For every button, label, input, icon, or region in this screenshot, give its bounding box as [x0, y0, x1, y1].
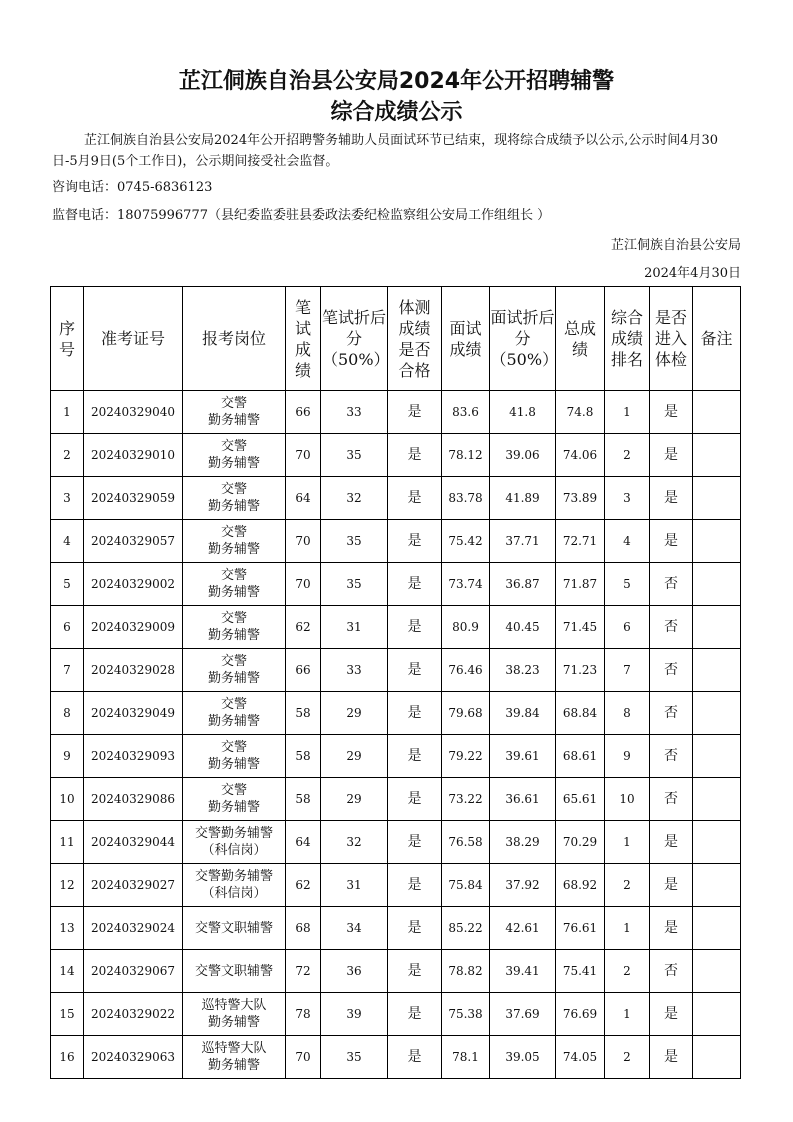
- cell-fitness: 是: [388, 1036, 442, 1079]
- cell-note: [693, 993, 741, 1036]
- cell-physical-exam: 否: [650, 692, 693, 735]
- cell-exam-id: 20240329027: [84, 864, 183, 907]
- position-line: 交警: [220, 396, 247, 411]
- position-line: 交警: [220, 740, 247, 755]
- col-header-written: 笔试成绩: [286, 287, 321, 391]
- table-header-row: [51, 287, 741, 391]
- cell-interview: 78.12: [442, 434, 490, 477]
- cell-written-weighted: 29: [321, 735, 388, 778]
- cell-written: 58: [286, 778, 321, 821]
- cell-exam-id: 20240329028: [84, 649, 183, 692]
- cell-total: 68.84: [556, 692, 605, 735]
- cell-written-weighted: 31: [321, 606, 388, 649]
- position-line: 交警: [220, 439, 247, 454]
- cell-written: 66: [286, 649, 321, 692]
- cell-position: [183, 606, 286, 649]
- cell-fitness: 是: [388, 864, 442, 907]
- cell-no: 5: [51, 563, 84, 606]
- cell-total: 76.69: [556, 993, 605, 1036]
- cell-written-weighted: 33: [321, 649, 388, 692]
- cell-interview: 75.84: [442, 864, 490, 907]
- cell-no: 16: [51, 1036, 84, 1079]
- cell-no: 3: [51, 477, 84, 520]
- cell-no: 4: [51, 520, 84, 563]
- cell-note: [693, 1036, 741, 1079]
- cell-written-weighted: 36: [321, 950, 388, 993]
- cell-exam-id: 20240329022: [84, 993, 183, 1036]
- col-header-note: 备注: [693, 287, 741, 391]
- cell-no: 11: [51, 821, 84, 864]
- position-line: 交警文职辅警: [194, 963, 273, 979]
- cell-physical-exam: 否: [650, 649, 693, 692]
- results-table: [50, 286, 741, 1079]
- cell-position: [183, 649, 286, 692]
- position-line: 勤务辅警: [207, 757, 260, 772]
- cell-total: 72.71: [556, 520, 605, 563]
- cell-interview: 83.78: [442, 477, 490, 520]
- cell-fitness: 是: [388, 434, 442, 477]
- cell-total: 74.06: [556, 434, 605, 477]
- cell-rank: 10: [605, 778, 650, 821]
- cell-written: 58: [286, 692, 321, 735]
- table-row: [51, 907, 741, 950]
- position-line: 交警勤务辅警: [194, 826, 273, 841]
- cell-rank: 6: [605, 606, 650, 649]
- position-line: 交警: [220, 525, 247, 540]
- cell-rank: 2: [605, 950, 650, 993]
- cell-exam-id: 20240329093: [84, 735, 183, 778]
- cell-written: 64: [286, 477, 321, 520]
- cell-rank: 5: [605, 563, 650, 606]
- cell-exam-id: 20240329057: [84, 520, 183, 563]
- cell-no: 1: [51, 391, 84, 434]
- cell-interview: 85.22: [442, 907, 490, 950]
- cell-no: 15: [51, 993, 84, 1036]
- cell-fitness: 是: [388, 477, 442, 520]
- cell-physical-exam: 否: [650, 563, 693, 606]
- position-line: 勤务辅警: [207, 1058, 260, 1073]
- table-row: [51, 477, 741, 520]
- cell-written-weighted: 29: [321, 778, 388, 821]
- position-line: 交警: [220, 482, 247, 497]
- cell-exam-id: 20240329010: [84, 434, 183, 477]
- cell-position: [183, 563, 286, 606]
- cell-total: 71.87: [556, 563, 605, 606]
- col-header-no: 序号: [51, 287, 84, 391]
- cell-rank: 2: [605, 864, 650, 907]
- cell-position: [183, 993, 286, 1036]
- position-line: 勤务辅警: [207, 671, 260, 686]
- position-line: 勤务辅警: [207, 456, 260, 471]
- cell-written-weighted: 31: [321, 864, 388, 907]
- table-row: [51, 993, 741, 1036]
- cell-rank: 4: [605, 520, 650, 563]
- cell-written: 58: [286, 735, 321, 778]
- cell-written-weighted: 35: [321, 563, 388, 606]
- cell-written: 68: [286, 907, 321, 950]
- cell-fitness: 是: [388, 821, 442, 864]
- cell-fitness: 是: [388, 520, 442, 563]
- cell-interview-weighted: 38.23: [490, 649, 556, 692]
- cell-no: 2: [51, 434, 84, 477]
- table-row: [51, 950, 741, 993]
- cell-note: [693, 477, 741, 520]
- cell-interview-weighted: 41.89: [490, 477, 556, 520]
- cell-exam-id: 20240329024: [84, 907, 183, 950]
- cell-interview: 73.74: [442, 563, 490, 606]
- cell-rank: 2: [605, 434, 650, 477]
- cell-physical-exam: 是: [650, 520, 693, 563]
- cell-rank: 7: [605, 649, 650, 692]
- cell-fitness: 是: [388, 391, 442, 434]
- col-header-interview: 面试成绩: [442, 287, 490, 391]
- cell-note: [693, 606, 741, 649]
- position-line: 交警: [220, 697, 247, 712]
- cell-interview: 79.68: [442, 692, 490, 735]
- cell-total: 71.45: [556, 606, 605, 649]
- cell-written-weighted: 29: [321, 692, 388, 735]
- cell-exam-id: 20240329009: [84, 606, 183, 649]
- cell-position: [183, 950, 286, 993]
- cell-written-weighted: 32: [321, 477, 388, 520]
- cell-physical-exam: 是: [650, 434, 693, 477]
- cell-interview: 83.6: [442, 391, 490, 434]
- cell-position: [183, 821, 286, 864]
- cell-written-weighted: 35: [321, 520, 388, 563]
- cell-rank: 1: [605, 993, 650, 1036]
- position-line: 勤务辅警: [207, 585, 260, 600]
- cell-written: 78: [286, 993, 321, 1036]
- table-row: [51, 864, 741, 907]
- cell-note: [693, 391, 741, 434]
- cell-interview-weighted: 39.61: [490, 735, 556, 778]
- position-line: 交警: [220, 611, 247, 626]
- cell-total: 71.23: [556, 649, 605, 692]
- cell-written-weighted: 33: [321, 391, 388, 434]
- cell-interview: 76.46: [442, 649, 490, 692]
- cell-no: 12: [51, 864, 84, 907]
- cell-fitness: 是: [388, 563, 442, 606]
- cell-written: 70: [286, 1036, 321, 1079]
- cell-interview: 79.22: [442, 735, 490, 778]
- position-line: 巡特警大队: [201, 998, 267, 1013]
- cell-exam-id: 20240329067: [84, 950, 183, 993]
- cell-physical-exam: 是: [650, 864, 693, 907]
- cell-interview-weighted: 36.61: [490, 778, 556, 821]
- cell-physical-exam: 是: [650, 1036, 693, 1079]
- position-line: 勤务辅警: [207, 1015, 260, 1030]
- col-header-exam: 是否进入体检: [650, 287, 693, 391]
- cell-interview-weighted: 41.8: [490, 391, 556, 434]
- cell-physical-exam: 是: [650, 821, 693, 864]
- table-row: [51, 649, 741, 692]
- cell-note: [693, 520, 741, 563]
- cell-physical-exam: 否: [650, 735, 693, 778]
- position-line: 勤务辅警: [207, 714, 260, 729]
- table-row: [51, 778, 741, 821]
- cell-physical-exam: 是: [650, 391, 693, 434]
- cell-rank: 1: [605, 391, 650, 434]
- cell-position: [183, 907, 286, 950]
- position-line: 交警: [220, 654, 247, 669]
- cell-total: 68.92: [556, 864, 605, 907]
- cell-interview: 78.82: [442, 950, 490, 993]
- cell-rank: 1: [605, 821, 650, 864]
- cell-exam-id: 20240329063: [84, 1036, 183, 1079]
- cell-interview-weighted: 36.87: [490, 563, 556, 606]
- intro-paragraph: 芷江侗族自治县公安局2024年公开招聘警务辅助人员面试环节已结束，现将综合成绩予以公示,公示时间4月30日-5月9日(5个工作日)，公示期间接受社会监督。: [52, 133, 719, 169]
- cell-position: [183, 778, 286, 821]
- cell-interview-weighted: 39.41: [490, 950, 556, 993]
- table-row: [51, 606, 741, 649]
- cell-position: [183, 864, 286, 907]
- col-header-written-weighted: 笔试折后分（50%）: [321, 287, 388, 391]
- cell-written: 70: [286, 434, 321, 477]
- col-header-total: 总成绩: [556, 287, 605, 391]
- position-line: 交警勤务辅警: [194, 869, 273, 884]
- cell-position: [183, 477, 286, 520]
- cell-interview: 75.42: [442, 520, 490, 563]
- cell-total: 68.61: [556, 735, 605, 778]
- cell-interview-weighted: 39.06: [490, 434, 556, 477]
- cell-written: 62: [286, 864, 321, 907]
- cell-fitness: 是: [388, 692, 442, 735]
- cell-note: [693, 434, 741, 477]
- cell-no: 9: [51, 735, 84, 778]
- cell-fitness: 是: [388, 649, 442, 692]
- cell-interview-weighted: 37.69: [490, 993, 556, 1036]
- cell-written: 66: [286, 391, 321, 434]
- cell-physical-exam: 是: [650, 477, 693, 520]
- cell-interview-weighted: 37.92: [490, 864, 556, 907]
- cell-written: 64: [286, 821, 321, 864]
- cell-exam-id: 20240329059: [84, 477, 183, 520]
- cell-written: 72: [286, 950, 321, 993]
- table-row: [51, 520, 741, 563]
- cell-position: [183, 520, 286, 563]
- cell-total: 73.89: [556, 477, 605, 520]
- cell-total: 70.29: [556, 821, 605, 864]
- cell-no: 10: [51, 778, 84, 821]
- cell-no: 6: [51, 606, 84, 649]
- cell-exam-id: 20240329086: [84, 778, 183, 821]
- cell-written: 70: [286, 563, 321, 606]
- cell-note: [693, 821, 741, 864]
- cell-physical-exam: 否: [650, 606, 693, 649]
- cell-physical-exam: 否: [650, 950, 693, 993]
- cell-rank: 1: [605, 907, 650, 950]
- table-row: [51, 821, 741, 864]
- cell-total: 74.8: [556, 391, 605, 434]
- cell-no: 14: [51, 950, 84, 993]
- col-header-fitness: 体测成绩是否合格: [388, 287, 442, 391]
- cell-written: 62: [286, 606, 321, 649]
- col-header-rank: 综合成绩排名: [605, 287, 650, 391]
- cell-note: [693, 563, 741, 606]
- table-row: [51, 692, 741, 735]
- cell-note: [693, 778, 741, 821]
- cell-total: 76.61: [556, 907, 605, 950]
- issuer: 芷江侗族自治县公安局: [610, 238, 741, 253]
- cell-exam-id: 20240329040: [84, 391, 183, 434]
- cell-interview-weighted: 37.71: [490, 520, 556, 563]
- position-line: 交警文职辅警: [194, 920, 273, 936]
- cell-written-weighted: 39: [321, 993, 388, 1036]
- table-row: [51, 434, 741, 477]
- position-line: 勤务辅警: [207, 542, 260, 557]
- cell-interview: 80.9: [442, 606, 490, 649]
- cell-note: [693, 864, 741, 907]
- cell-total: 65.61: [556, 778, 605, 821]
- cell-note: [693, 907, 741, 950]
- position-line: 勤务辅警: [207, 499, 260, 514]
- page-title: 芷江侗族自治县公安局2024年公开招聘辅警: [178, 69, 615, 94]
- cell-interview: 78.1: [442, 1036, 490, 1079]
- table-row: [51, 735, 741, 778]
- cell-physical-exam: 是: [650, 907, 693, 950]
- position-line: 交警: [220, 783, 247, 798]
- col-header-id: 准考证号: [84, 287, 183, 391]
- cell-rank: 3: [605, 477, 650, 520]
- cell-fitness: 是: [388, 778, 442, 821]
- cell-no: 7: [51, 649, 84, 692]
- table-row: [51, 563, 741, 606]
- issue-date: 2024年4月30日: [644, 266, 741, 281]
- cell-written-weighted: 34: [321, 907, 388, 950]
- position-line: 勤务辅警: [207, 800, 260, 815]
- cell-exam-id: 20240329049: [84, 692, 183, 735]
- col-header-position: 报考岗位: [183, 287, 286, 391]
- cell-total: 74.05: [556, 1036, 605, 1079]
- cell-interview-weighted: 40.45: [490, 606, 556, 649]
- cell-position: [183, 692, 286, 735]
- position-line: 勤务辅警: [207, 628, 260, 643]
- cell-interview-weighted: 39.05: [490, 1036, 556, 1079]
- cell-interview: 76.58: [442, 821, 490, 864]
- cell-fitness: 是: [388, 993, 442, 1036]
- cell-interview: 73.22: [442, 778, 490, 821]
- cell-fitness: 是: [388, 606, 442, 649]
- cell-note: [693, 649, 741, 692]
- cell-fitness: 是: [388, 907, 442, 950]
- cell-rank: 2: [605, 1036, 650, 1079]
- cell-fitness: 是: [388, 735, 442, 778]
- cell-interview-weighted: 38.29: [490, 821, 556, 864]
- supervise-phone: 监督电话：18075996777（县纪委监委驻县委政法委纪检监察组公安局工作组组长 ）: [52, 208, 551, 223]
- position-line: （科信岗）: [201, 886, 267, 901]
- position-line: 勤务辅警: [207, 413, 260, 428]
- cell-fitness: 是: [388, 950, 442, 993]
- position-line: 交警: [220, 568, 247, 583]
- cell-interview: 75.38: [442, 993, 490, 1036]
- cell-note: [693, 950, 741, 993]
- cell-interview-weighted: 42.61: [490, 907, 556, 950]
- cell-interview-weighted: 39.84: [490, 692, 556, 735]
- cell-no: 8: [51, 692, 84, 735]
- cell-physical-exam: 否: [650, 778, 693, 821]
- position-line: 巡特警大队: [201, 1041, 267, 1056]
- cell-no: 13: [51, 907, 84, 950]
- cell-position: [183, 391, 286, 434]
- cell-written-weighted: 32: [321, 821, 388, 864]
- cell-position: [183, 434, 286, 477]
- cell-note: [693, 692, 741, 735]
- consult-phone: 咨询电话：0745-6836123: [52, 180, 213, 195]
- position-line: （科信岗）: [201, 843, 267, 858]
- cell-written-weighted: 35: [321, 1036, 388, 1079]
- cell-physical-exam: 是: [650, 993, 693, 1036]
- cell-written: 70: [286, 520, 321, 563]
- cell-note: [693, 735, 741, 778]
- cell-position: [183, 735, 286, 778]
- table-row: [51, 1036, 741, 1079]
- cell-written-weighted: 35: [321, 434, 388, 477]
- cell-rank: 8: [605, 692, 650, 735]
- cell-total: 75.41: [556, 950, 605, 993]
- cell-rank: 9: [605, 735, 650, 778]
- cell-exam-id: 20240329044: [84, 821, 183, 864]
- cell-exam-id: 20240329002: [84, 563, 183, 606]
- cell-position: [183, 1036, 286, 1079]
- table-row: [51, 391, 741, 434]
- page-subtitle: 综合成绩公示: [330, 100, 463, 125]
- col-header-interview-weighted: 面试折后分（50%）: [490, 287, 556, 391]
